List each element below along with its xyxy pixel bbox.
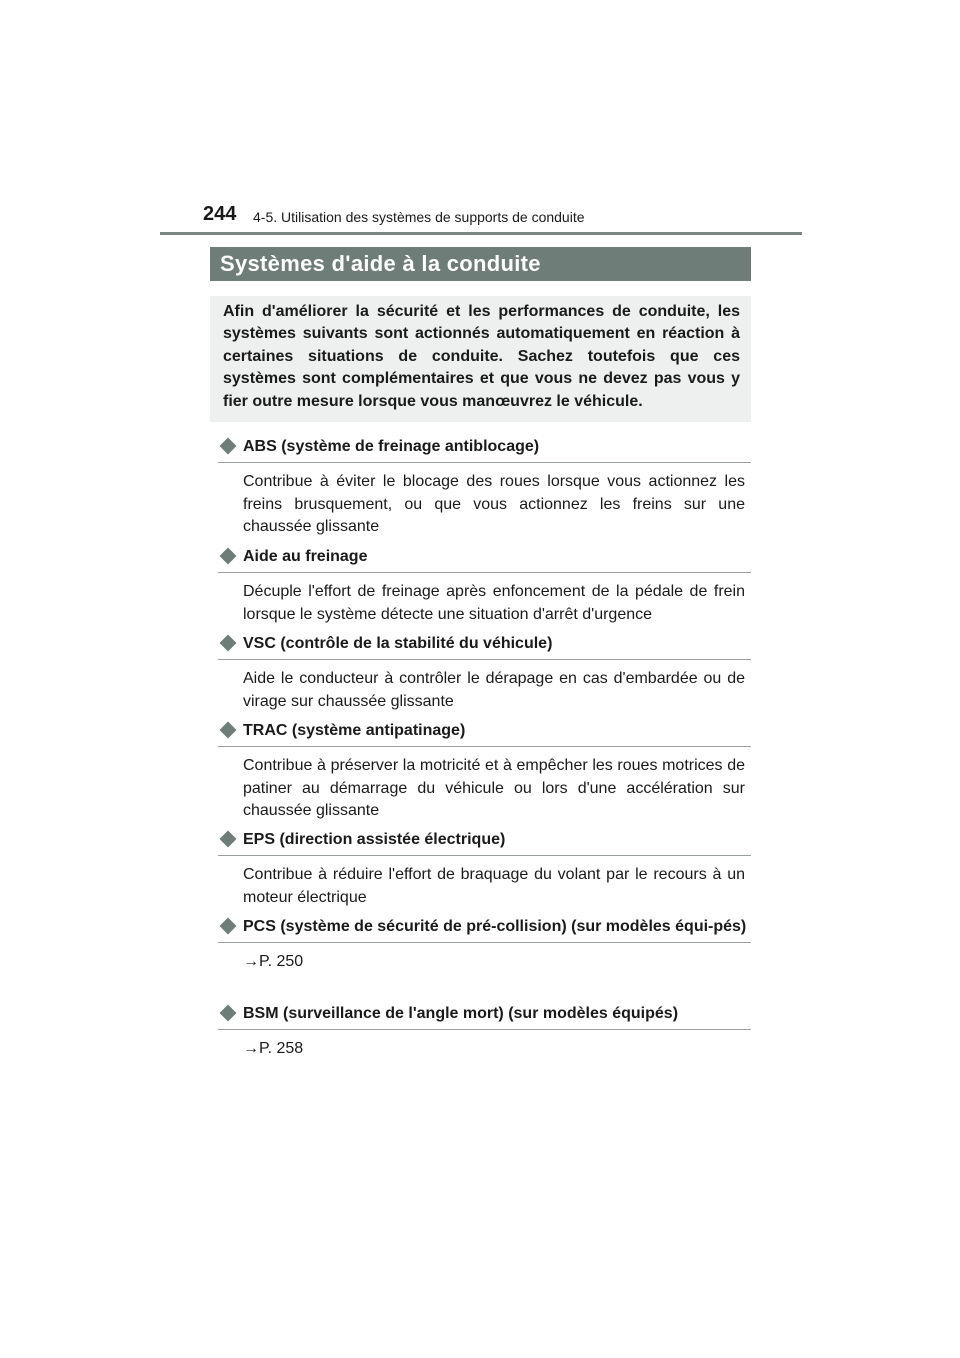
item-description: Contribue à réduire l'effort de braquage du volant par le recours à un moteur électrique (243, 866, 745, 906)
diamond-bullet-icon (220, 918, 237, 935)
list-item (218, 436, 751, 539)
item-title: BSM (surveillance de l'angle mort) (sur modèles équipés) (243, 1005, 679, 1022)
diamond-bullet-icon (220, 548, 237, 565)
item-description: Contribue à préserver la motricité et à empêcher les roues motrices de patiner au démarrage du véhicule ou lors d'une accélération sur chaussée glissante (243, 757, 745, 820)
item-title: VSC (contrôle de la stabilité du véhicule) (243, 635, 553, 652)
page-reference: →P. 250 (243, 953, 304, 970)
item-heading (218, 916, 751, 943)
list-item (218, 916, 751, 974)
list-item (218, 546, 751, 626)
item-description: Contribue à éviter le blocage des roues lorsque vous actionnez les freins brusquement, ou que vous actionnez les freins sur une chaussée glissante (243, 473, 745, 536)
list-item (218, 720, 751, 823)
item-description: Aide le conducteur à contrôler le dérapage en cas d'embardée ou de virage sur chaussée glissante (243, 670, 745, 710)
list-item (218, 829, 751, 909)
header-rule (160, 232, 802, 235)
list-item (218, 633, 751, 713)
item-heading (218, 546, 751, 573)
page-title: Systèmes d'aide à la conduite (210, 247, 751, 281)
item-heading (218, 436, 751, 463)
item-heading (218, 720, 751, 747)
intro-box: Afin d'améliorer la sécurité et les performances de conduite, les systèmes suivants sont actionnés automatiquement en réaction à certaines situations de conduite. Sachez toutefois que ces systèmes sont complémentaires et que vous ne devez pas vous y fier outre mesure lorsque vous manœuvrez le véhicule. (210, 296, 751, 422)
item-title: ABS (système de freinage antiblocage) (243, 438, 540, 455)
diamond-bullet-icon (220, 831, 237, 848)
page-number: 244 (203, 203, 237, 225)
page-reference: →P. 258 (243, 1040, 304, 1057)
diamond-bullet-icon (220, 722, 237, 739)
diamond-bullet-icon (220, 1005, 237, 1022)
diamond-bullet-icon (220, 438, 237, 455)
diamond-bullet-icon (220, 635, 237, 652)
item-description: Décuple l'effort de freinage après enfoncement de la pédale de frein lorsque le système détecte une situation d'arrêt d'urgence (243, 583, 745, 623)
item-title: PCS (système de sécurité de pré-collision) (sur modèles équi-pés) (243, 918, 747, 935)
list-item (218, 1003, 751, 1061)
item-heading (218, 1003, 751, 1030)
item-title: TRAC (système antipatinage) (243, 722, 466, 739)
section-path: 4-5. Utilisation des systèmes de supports de conduite (253, 209, 585, 225)
item-heading (218, 829, 751, 856)
item-title: Aide au freinage (243, 548, 368, 565)
item-title: EPS (direction assistée électrique) (243, 831, 506, 848)
item-heading (218, 633, 751, 660)
